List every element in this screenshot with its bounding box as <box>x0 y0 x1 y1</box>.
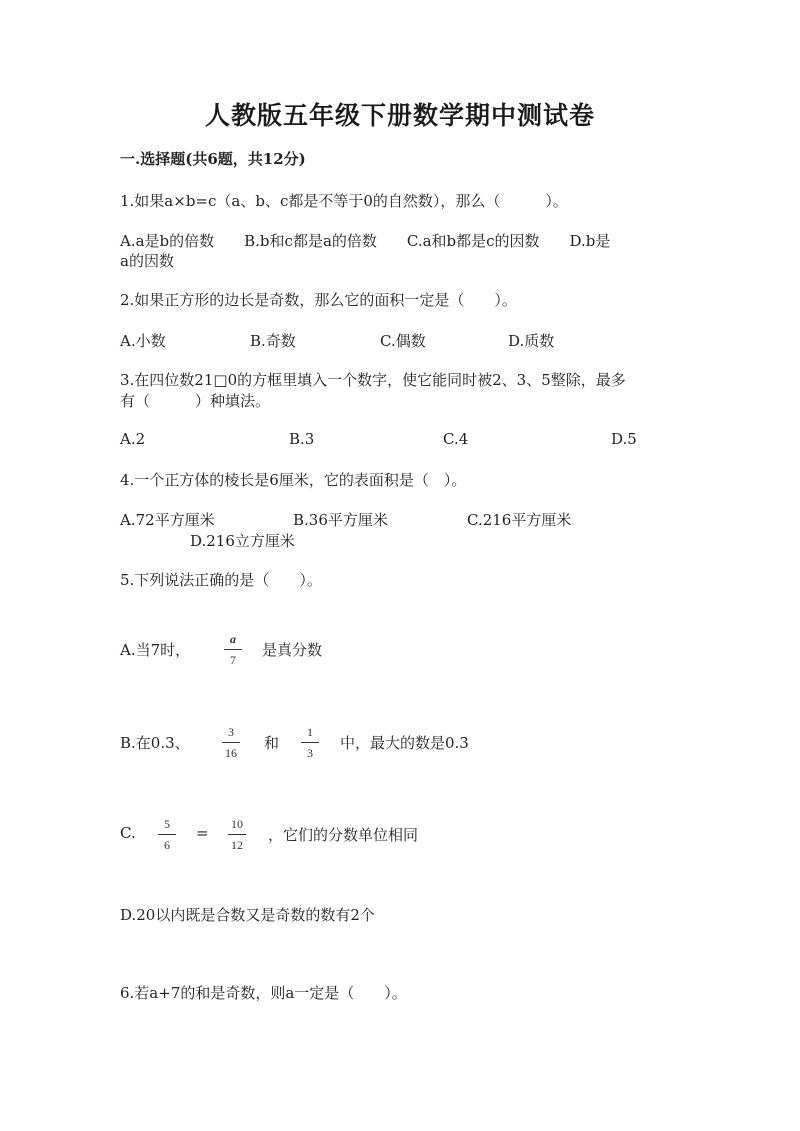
question-5-option-d: D.20以内既是合数又是奇数的数有2个 <box>120 906 375 924</box>
question-1-options-line2: a的因数 <box>120 252 174 270</box>
question-3-option-c: C.4 <box>443 430 469 448</box>
question-4-option-a: A.72平方厘米 <box>120 511 215 529</box>
question-5-option-b-and: 和 <box>264 734 280 752</box>
question-2-option-c: C.偶数 <box>380 332 426 350</box>
fraction-denominator: 6 <box>164 838 170 852</box>
fraction-denominator: 3 <box>307 746 313 760</box>
question-4-option-c: C.216平方厘米 <box>467 511 572 529</box>
fraction-3-over-16 <box>216 724 246 761</box>
section-heading: 一.选择题(共6题，共12分) <box>120 150 306 168</box>
question-4-option-b: B.36平方厘米 <box>293 511 388 529</box>
fraction-denominator: 7 <box>230 653 236 667</box>
fraction-bar <box>228 834 246 835</box>
fraction-10-over-12 <box>222 816 252 853</box>
question-3-option-d: D.5 <box>611 430 637 448</box>
question-3-option-a: A.2 <box>120 430 146 448</box>
fraction-denominator: 12 <box>231 838 243 852</box>
fraction-numerator: 3 <box>228 725 234 739</box>
fraction-1-over-3 <box>295 724 325 761</box>
page-title: 人教版五年级下册数学期中测试卷 <box>204 101 595 130</box>
question-3-stem-line1: 3.在四位数21□0的方框里填入一个数字，使它能同时被2、3、5整除，最多 <box>120 371 626 389</box>
question-6-stem: 6.若a+7的和是奇数，则a一定是（ ）。 <box>120 984 407 1002</box>
fraction-numerator: 1 <box>307 725 313 739</box>
equals-sign: = <box>196 824 209 842</box>
question-5-option-c-suffix: ，它们的分数单位相同 <box>268 826 419 844</box>
fraction-5-over-6 <box>152 816 182 853</box>
question-2-option-b: B.奇数 <box>250 332 296 350</box>
question-1-stem: 1.如果a×b=c（a、b、c都是不等于0的自然数），那么（ ）。 <box>120 192 568 210</box>
question-5-option-b-prefix: B.在0.3、 <box>120 734 190 752</box>
fraction-numerator: 10 <box>231 817 243 831</box>
fraction-numerator: a <box>230 632 236 646</box>
question-5-stem: 5.下列说法正确的是（ ）。 <box>120 571 322 589</box>
fraction-bar <box>158 834 176 835</box>
question-2-stem: 2.如果正方形的边长是奇数，那么它的面积一定是（ ）。 <box>120 291 517 309</box>
question-4-option-d: D.216立方厘米 <box>190 532 295 550</box>
fraction-denominator: 16 <box>225 746 237 760</box>
fraction-bar <box>224 649 242 650</box>
fraction-bar <box>222 742 240 743</box>
question-5-option-b-suffix: 中，最大的数是0.3 <box>340 734 469 752</box>
question-2-option-a: A.小数 <box>120 332 166 350</box>
fraction-numerator: 5 <box>164 817 170 831</box>
fraction-a-over-7 <box>218 631 248 668</box>
question-2-option-d: D.质数 <box>508 332 555 350</box>
question-4-stem: 4.一个正方体的棱长是6厘米，它的表面积是（ ）。 <box>120 471 467 489</box>
question-3-stem-line2: 有（ ）种填法。 <box>120 392 271 410</box>
question-5-option-a-suffix: 是真分数 <box>262 641 323 659</box>
question-1-options-line1: A.a是b的倍数 B.b和c都是a的倍数 C.a和b都是c的因数 D.b是 <box>120 232 611 250</box>
question-5-option-c-prefix: C. <box>120 824 136 842</box>
question-5-option-a-prefix: A.当7时， <box>120 641 191 659</box>
fraction-bar <box>301 742 319 743</box>
question-3-option-b: B.3 <box>289 430 315 448</box>
